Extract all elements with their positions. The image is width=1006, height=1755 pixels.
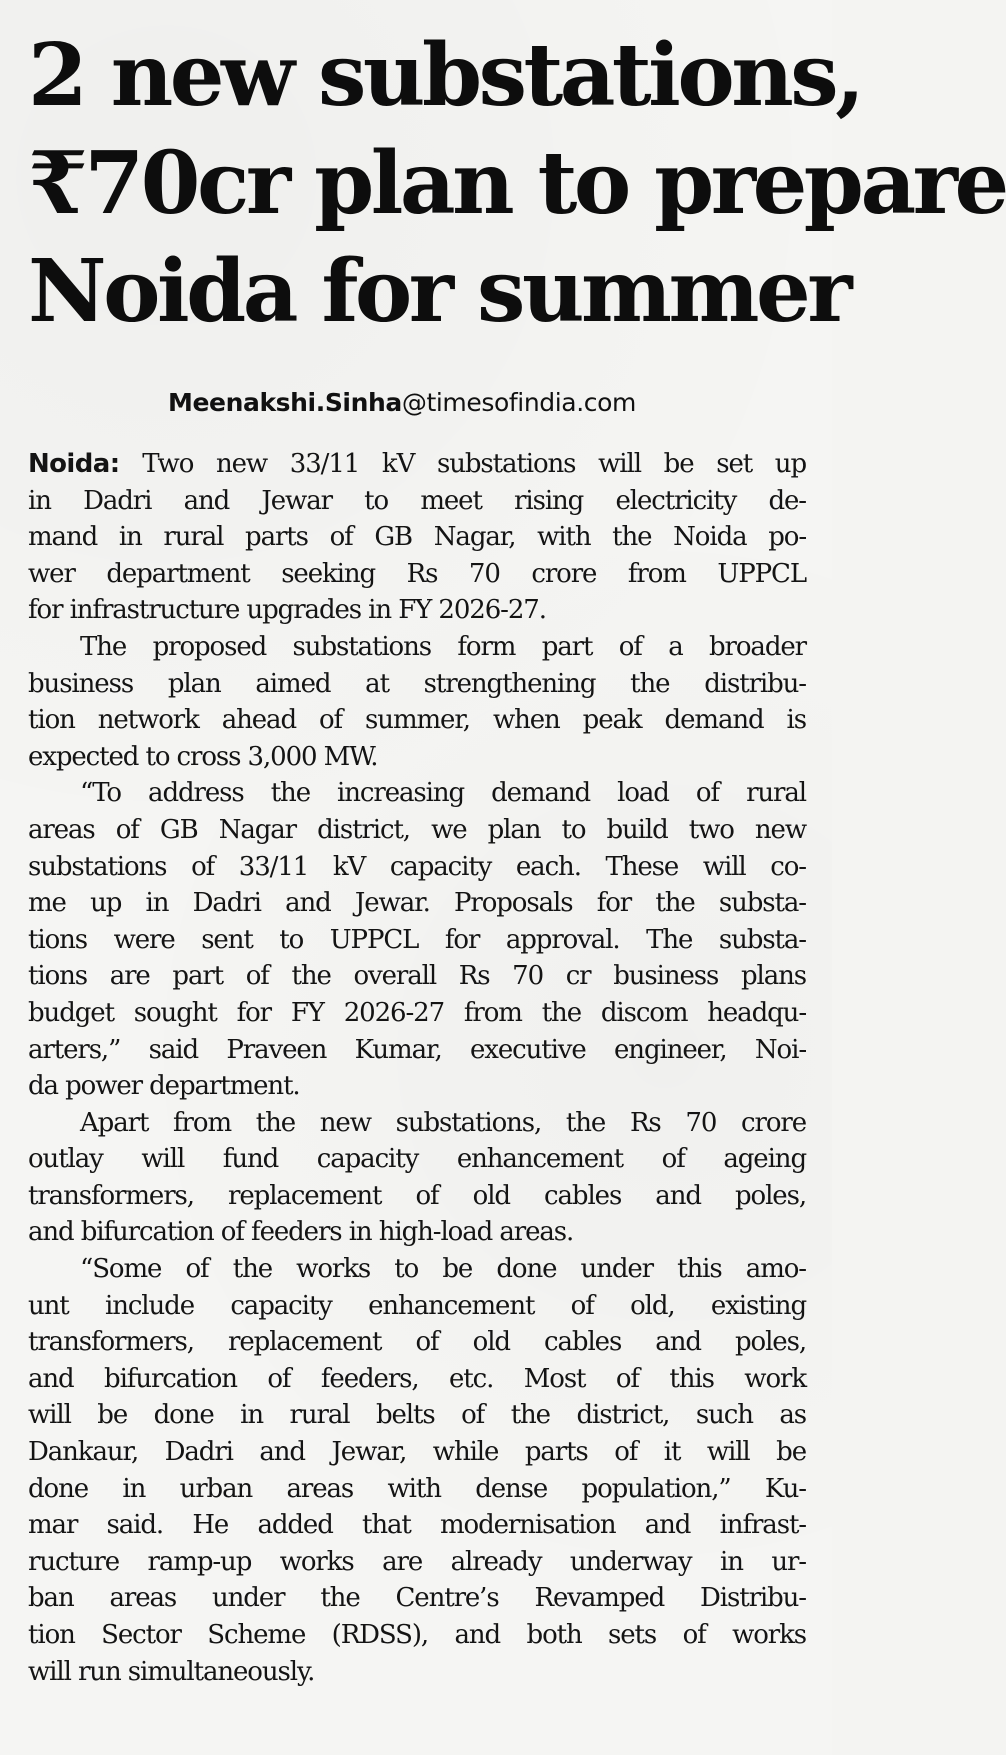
article-line: and bifurcation of feeders, etc. Most of this work bbox=[28, 1363, 806, 1394]
headline-line: 2 new substations, bbox=[28, 25, 862, 126]
article-line: done in urban areas with dense population,” Ku- bbox=[28, 1473, 806, 1504]
article-line: transformers, replacement of old cables and poles, bbox=[28, 1180, 806, 1211]
article-line: outlay will fund capacity enhancement of ageing bbox=[28, 1144, 806, 1175]
article-line: da power department. bbox=[28, 1071, 300, 1102]
byline-name: Meenakshi.Sinha bbox=[168, 388, 402, 417]
article-line: ban areas under the Centre’s Revamped Distribu- bbox=[28, 1583, 806, 1614]
article-line: will be done in rural belts of the district, such as bbox=[28, 1400, 806, 1431]
headline bbox=[28, 22, 1006, 346]
article-line: me up in Dadri and Jewar. Proposals for the substa- bbox=[28, 888, 806, 919]
article-line bbox=[28, 446, 806, 483]
article-line: tion Sector Scheme (RDSS), and both sets of works bbox=[28, 1620, 806, 1650]
article-line: tions are part of the overall Rs 70 cr business plans bbox=[28, 961, 806, 992]
dateline: Noida: bbox=[28, 449, 120, 479]
article-line: ructure ramp-up works are already underway in ur- bbox=[28, 1546, 806, 1577]
article-line: “To address the increasing demand load of rural bbox=[80, 778, 806, 809]
article-line: areas of GB Nagar district, we plan to build two new bbox=[28, 814, 806, 845]
article-line: mar said. He added that modernisation and infrast- bbox=[28, 1510, 806, 1541]
headline-line: Noida for summer bbox=[28, 241, 850, 342]
headline-line: ₹70cr plan to prepare bbox=[28, 133, 1006, 234]
article-line: in Dadri and Jewar to meet rising electricity de- bbox=[28, 485, 806, 516]
byline bbox=[168, 388, 636, 417]
byline-domain: @timesofindia.com bbox=[401, 388, 636, 417]
article-body bbox=[28, 446, 806, 1690]
article-line: business plan aimed at strengthening the distribu- bbox=[28, 668, 806, 699]
article-line: transformers, replacement of old cables and poles, bbox=[28, 1327, 806, 1358]
article-line: arters,” said Praveen Kumar, executive engineer, Noi- bbox=[28, 1034, 806, 1065]
article-line: Dankaur, Dadri and Jewar, while parts of it will be bbox=[28, 1437, 806, 1468]
article-line: mand in rural parts of GB Nagar, with the Noida po- bbox=[28, 522, 806, 553]
article-line: expected to cross 3,000 MW. bbox=[28, 741, 378, 772]
article-line: will run simultaneously. bbox=[28, 1656, 315, 1687]
article-line: unt include capacity enhancement of old, existing bbox=[28, 1290, 806, 1321]
article-line: Apart from the new substations, the Rs 70 crore bbox=[80, 1107, 806, 1138]
article-line: for infrastructure upgrades in FY 2026-27. bbox=[28, 595, 546, 626]
article-line: wer department seeking Rs 70 crore from UPPCL bbox=[28, 558, 806, 589]
article-line-text: Two new 33/11 kV substations will be set up bbox=[119, 449, 806, 479]
article-line: tion network ahead of summer, when peak demand is bbox=[28, 705, 806, 736]
article-line: and bifurcation of feeders in high-load areas. bbox=[28, 1217, 574, 1248]
article-line: tions were sent to UPPCL for approval. The substa- bbox=[28, 924, 806, 955]
article-line: The proposed substations form part of a broader bbox=[80, 631, 806, 662]
article-line: “Some of the works to be done under this amo- bbox=[80, 1254, 806, 1285]
article-line: substations of 33/11 kV capacity each. These will co- bbox=[28, 851, 806, 882]
article-line: budget sought for FY 2026-27 from the discom headqu- bbox=[28, 997, 806, 1028]
